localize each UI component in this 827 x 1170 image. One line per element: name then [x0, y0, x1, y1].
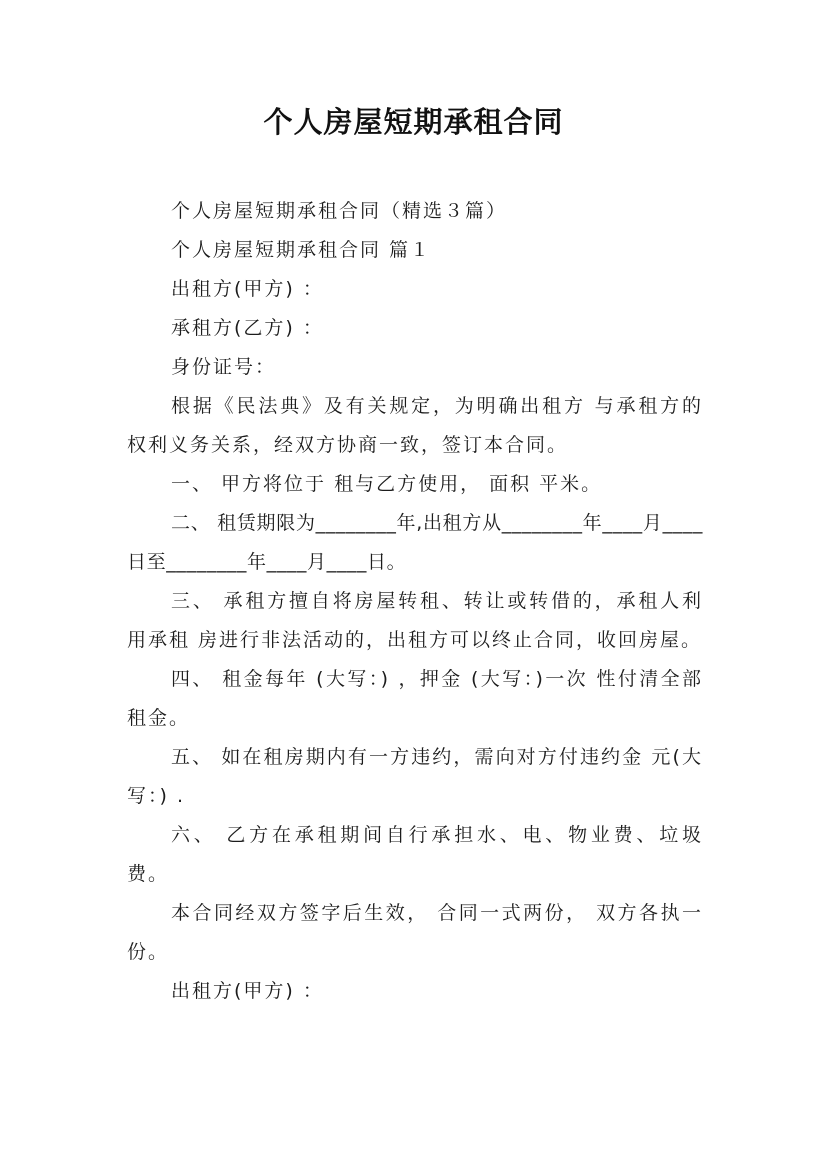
- lessee-label: 承租方(乙方) ：: [171, 317, 324, 339]
- subtitle-line: 个人房屋短期承租合同（精选３篇）: [171, 200, 508, 222]
- lessor-label: 出租方(甲方) ：: [171, 278, 324, 300]
- document-body: [127, 192, 703, 1011]
- lessor-signature-label: 出租方(甲方) ：: [171, 980, 324, 1002]
- clause-5: 五、 如在租房期内有一方违约，需向对方付违约金 元(大写：) .: [127, 746, 703, 807]
- document-title: 个人房屋短期承租合同: [263, 105, 564, 139]
- effective-clause: 本合同经双方签字后生效， 合同一式两份， 双方各执一份。: [127, 902, 703, 963]
- clause-6: 六、 乙方在承租期间自行承担水、电、物业费、垃圾费。: [127, 824, 703, 885]
- section-heading: 个人房屋短期承租合同 篇１: [171, 239, 432, 261]
- clause-3: 三、 承租方擅自将房屋转租、转让或转借的，承租人利用承租 房进行非法活动的，出租方可以终止合同，收回房屋。: [127, 590, 703, 651]
- clause-1: 一、 甲方将位于 租与乙方使用， 面积 平米。: [171, 473, 603, 495]
- clause-4: 四、 租金每年 (大写：) ，押金 (大写：)一次 性付清全部租金。: [127, 668, 703, 729]
- preamble-paragraph: 根据《民法典》及有关规定，为明确出租方 与承租方的权利义务关系，经双方协商一致，签订本合同。: [127, 395, 703, 456]
- id-number-label: 身份证号：: [171, 356, 277, 378]
- clause-2: 二、 租赁期限为________年,出租方从________年____月____日至________年____月____日。: [127, 512, 703, 573]
